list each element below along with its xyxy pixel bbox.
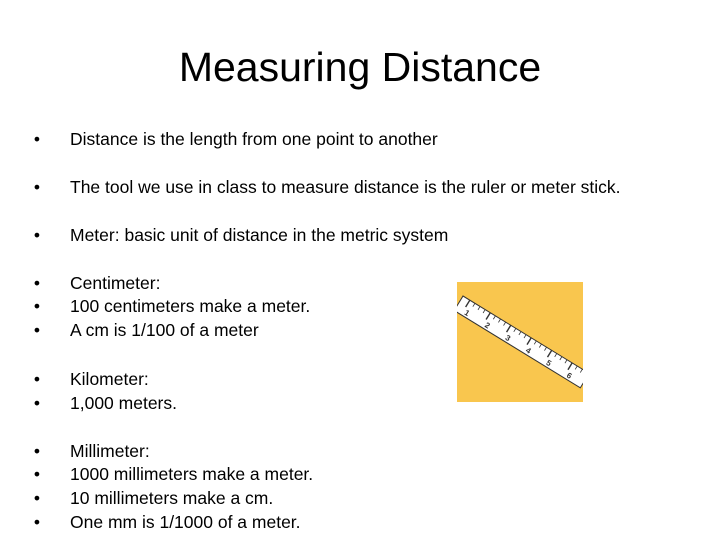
bullet-text: 1,000 meters. [70,393,177,413]
slide-title: Measuring Distance [178,44,542,90]
bullet-marker: • [33,369,41,389]
ruler-svg [457,282,583,402]
ruler-tick-label: 2 [483,320,492,331]
bullet-marker: • [33,512,41,532]
bullet-marker: • [33,488,41,508]
bullet-text: A cm is 1/100 of a meter [70,320,259,340]
bullet-text: Centimeter: [70,273,161,293]
bullet-text: One mm is 1/1000 of a meter. [70,512,301,532]
ruler-tick-label: 1 [462,308,472,319]
bullet-marker: • [33,296,41,316]
bullet-text: 1000 millimeters make a meter. [70,464,314,484]
bullet-marker: • [33,393,41,413]
bullet-marker: • [33,225,41,245]
ruler-illustration [457,282,583,402]
bullet-text: Millimeter: [70,441,150,461]
ruler-tick-label: 3 [503,333,513,344]
bullet-text: Distance is the length from one point to another [70,129,438,149]
bullet-marker: • [33,129,41,149]
bullet-text: 10 millimeters make a cm. [70,488,274,508]
bullet-text: Meter: basic unit of distance in the metric system [70,225,449,245]
ruler-tick-label: 4 [524,345,533,356]
bullet-marker: • [33,273,41,293]
bullet-marker: • [33,441,41,461]
ruler-tick-label: 6 [564,370,574,381]
bullet-text: The tool we use in class to measure distance is the ruler or meter stick. [70,177,621,197]
bullet-marker: • [33,177,41,197]
ruler-tick-label: 5 [544,358,553,369]
bullet-marker: • [33,320,41,340]
bullet-text: 100 centimeters make a meter. [70,296,311,316]
bullet-text: Kilometer: [70,369,149,389]
bullet-marker: • [33,464,41,484]
